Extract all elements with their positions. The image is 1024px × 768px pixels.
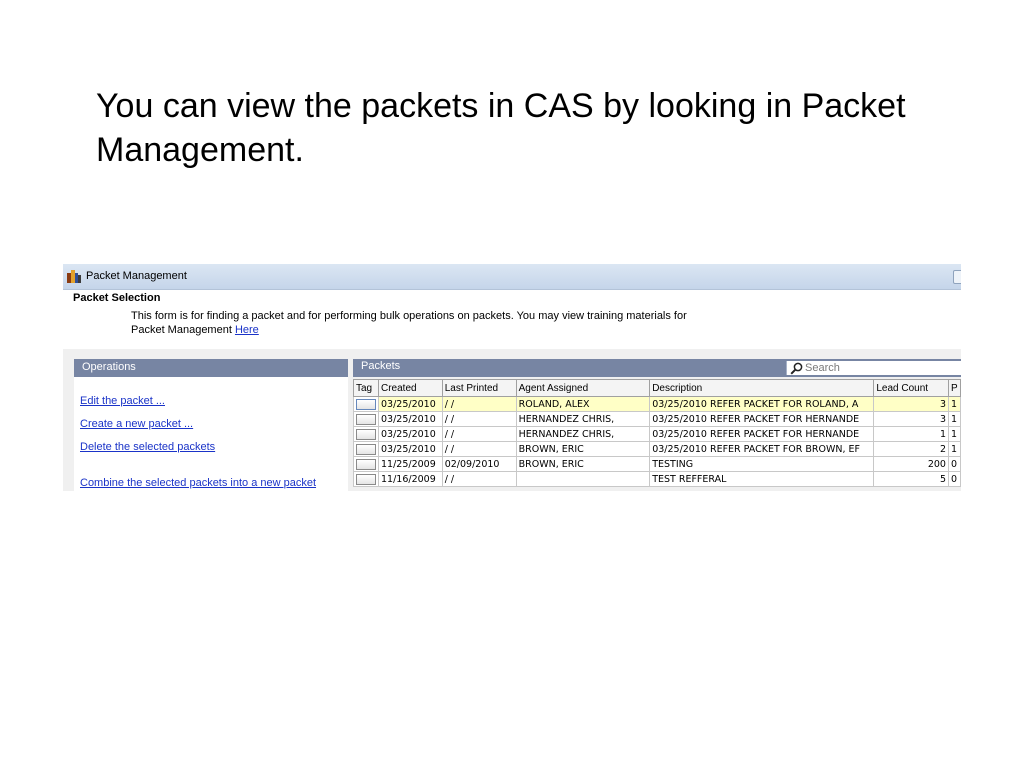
training-link[interactable]: Here [234,324,259,336]
table-header-row [354,380,961,397]
p-cell: 1 [948,427,960,442]
tag-cell[interactable] [354,442,379,457]
tag-checkbox[interactable] [356,414,376,425]
tag-checkbox[interactable] [356,399,376,410]
lead-count-cell: 3 [874,397,949,412]
last-printed-cell: / / [442,442,516,457]
column-header-lead-count[interactable]: Lead Count [874,380,949,397]
p-cell: 0 [948,472,960,487]
create-packet-link[interactable]: Create a new packet ... [80,418,194,430]
tag-cell[interactable] [354,427,379,442]
agent-cell: ROLAND, ALEX [516,397,650,412]
window-control-button[interactable] [953,270,961,284]
lead-count-cell: 200 [874,457,949,472]
tag-checkbox[interactable] [356,474,376,485]
p-cell: 1 [948,397,960,412]
last-printed-cell: / / [442,412,516,427]
created-cell: 03/25/2010 [379,427,443,442]
lead-count-cell: 5 [874,472,949,487]
column-header-created[interactable]: Created [379,380,443,397]
description-cell: 03/25/2010 REFER PACKET FOR HERNANDE [650,427,874,442]
table-row[interactable] [354,427,961,442]
agent-cell [516,472,650,487]
description-cell: TESTING [650,457,874,472]
edit-packet-link[interactable]: Edit the packet ... [80,395,165,407]
created-cell: 03/25/2010 [379,442,443,457]
lead-count-cell: 2 [874,442,949,457]
created-cell: 11/16/2009 [379,472,443,487]
tag-checkbox[interactable] [356,459,376,470]
window-titlebar [63,264,961,290]
last-printed-cell: 02/09/2010 [442,457,516,472]
p-cell: 1 [948,442,960,457]
search-input[interactable] [805,361,955,375]
intro-text: This form is for finding a packet and for performing bulk operations on packets. You may view training materials for Packet Management [131,310,687,336]
section-title: Packet Selection [73,292,161,304]
agent-cell: BROWN, ERIC [516,442,650,457]
agent-cell: BROWN, ERIC [516,457,650,472]
tag-checkbox[interactable] [356,429,376,440]
table-row[interactable] [354,457,961,472]
description-cell: 03/25/2010 REFER PACKET FOR BROWN, EF [650,442,874,457]
last-printed-cell: / / [442,397,516,412]
combine-packets-link[interactable]: Combine the selected packets into a new packet [80,477,317,489]
table-row[interactable] [354,442,961,457]
description-cell: TEST REFFERAL [650,472,874,487]
tag-cell[interactable] [354,457,379,472]
packets-table [353,379,961,487]
description-cell: 03/25/2010 REFER PACKET FOR ROLAND, A [650,397,874,412]
column-header-p[interactable]: P [948,380,960,397]
tag-checkbox[interactable] [356,444,376,455]
packet-management-window [63,264,961,491]
search-icon[interactable] [790,362,803,375]
operations-panel [74,377,348,491]
column-header-agent-assigned[interactable]: Agent Assigned [516,380,650,397]
app-icon [67,270,81,283]
last-printed-cell: / / [442,472,516,487]
column-header-last-printed[interactable]: Last Printed [442,380,516,397]
tag-cell[interactable] [354,412,379,427]
table-row[interactable] [354,397,961,412]
intro-text-block [131,309,691,337]
created-cell: 11/25/2009 [379,457,443,472]
column-header-tag[interactable]: Tag [354,380,379,397]
last-printed-cell: / / [442,427,516,442]
packets-title: Packets [361,360,401,372]
lead-count-cell: 1 [874,427,949,442]
window-title: Packet Management [86,270,187,282]
p-cell: 1 [948,412,960,427]
agent-cell: HERNANDEZ CHRIS, [516,412,650,427]
operations-panel-header [74,359,348,377]
packets-panel-header [353,359,961,377]
slide-caption: You can view the packets in CAS by looking in Packet Management. [96,87,906,169]
search-box [786,361,961,375]
tag-cell[interactable] [354,397,379,412]
operations-title: Operations [82,361,136,373]
created-cell: 03/25/2010 [379,397,443,412]
agent-cell: HERNANDEZ CHRIS, [516,427,650,442]
lead-count-cell: 3 [874,412,949,427]
created-cell: 03/25/2010 [379,412,443,427]
column-header-description[interactable]: Description [650,380,874,397]
delete-packets-link[interactable]: Delete the selected packets [80,441,216,453]
table-row[interactable] [354,472,961,487]
description-cell: 03/25/2010 REFER PACKET FOR HERNANDE [650,412,874,427]
table-row[interactable] [354,412,961,427]
tag-cell[interactable] [354,472,379,487]
p-cell: 0 [948,457,960,472]
